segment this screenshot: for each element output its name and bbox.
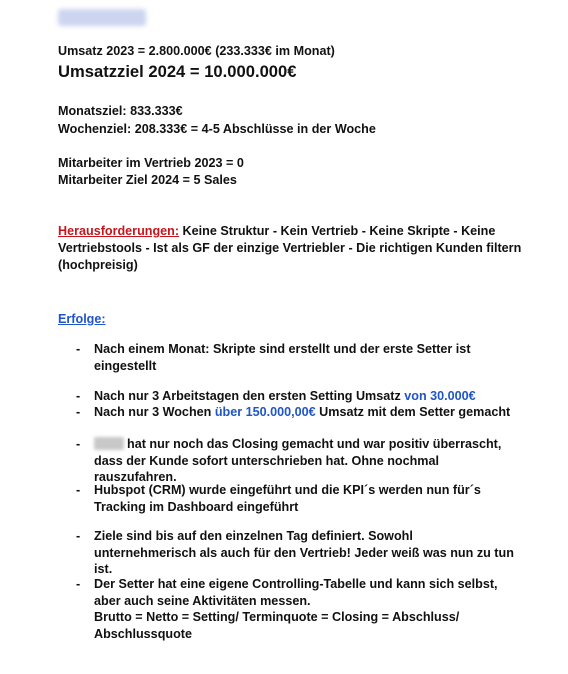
bullet-marker: - <box>76 342 81 356</box>
bullet-marker: - <box>76 577 81 591</box>
success-item-4-text: hat nur noch das Closing gemacht und war positiv überrascht, dass der Kunde sofort unterschrieben hat. Ohne nochmal rauszufahren. <box>94 437 502 484</box>
success-item-3-text: Nach nur 3 Wochen <box>94 405 215 419</box>
umsatzziel-2024: Umsatzziel 2024 = 10.000.000€ <box>58 62 297 81</box>
success-item-7 <box>94 576 514 642</box>
challenges-label: Herausforderungen: <box>58 224 180 238</box>
mitarbeiter-ziel-2024: Mitarbeiter Ziel 2024 = 5 Sales <box>58 173 237 187</box>
bullet-marker: - <box>76 529 81 543</box>
bullet-marker: - <box>76 405 81 419</box>
success-item-3-highlight: über 150.000,00€ <box>214 405 316 419</box>
bullet-marker: - <box>76 483 81 497</box>
redacted-person-name <box>94 437 124 450</box>
bullet-marker: - <box>76 389 81 403</box>
umsatz-2023: Umsatz 2023 = 2.800.000€ (233.333€ im Monat) <box>58 44 335 58</box>
success-item-2 <box>94 388 514 405</box>
successes-heading <box>58 311 538 328</box>
successes-label: Erfolge: <box>58 312 106 326</box>
success-item-5: Hubspot (CRM) wurde eingeführt und die KPI´s werden nun für´s Tracking im Dashboard eingeführt <box>94 483 481 514</box>
mitarbeiter-2023: Mitarbeiter im Vertrieb 2023 = 0 <box>58 156 244 170</box>
success-item-3 <box>94 404 514 421</box>
success-item-6: Ziele sind bis auf den einzelnen Tag definiert. Sowohl unternehmerisch als auch für den Vertrieb! Jeder weiß was nun zu tun ist. <box>94 529 514 576</box>
success-item-7-formula: Brutto = Netto = Setting/ Terminquote = Closing = Abschluss/ Abschlussquote <box>94 610 460 641</box>
success-item-4 <box>94 436 514 486</box>
redacted-name <box>58 9 146 26</box>
success-item-3-after: Umsatz mit dem Setter gemacht <box>315 405 511 419</box>
bullet-marker: - <box>76 437 81 451</box>
success-item-2-highlight: von 30.000€ <box>404 389 476 403</box>
success-item-2-text: Nach nur 3 Arbeitstagen den ersten Setting Umsatz <box>94 389 405 403</box>
success-item-7-text: Der Setter hat eine eigene Controlling-Tabelle und kann sich selbst, aber auch seine Aktivitäten messen. <box>94 577 498 608</box>
wochenziel: Wochenziel: 208.333€ = 4-5 Abschlüsse in der Woche <box>58 122 376 136</box>
challenges-text: Keine Struktur - Kein Vertrieb - Keine Skripte - Keine Vertriebstools - Ist als GF der einzige Vertriebler - Die richtigen Kunden filtern (hochpreisig) <box>58 224 522 272</box>
success-item-1: Nach einem Monat: Skripte sind erstellt und der erste Setter ist eingestellt <box>94 342 471 373</box>
monatsziel: Monatsziel: 833.333€ <box>58 104 183 118</box>
challenges-paragraph <box>58 223 524 274</box>
